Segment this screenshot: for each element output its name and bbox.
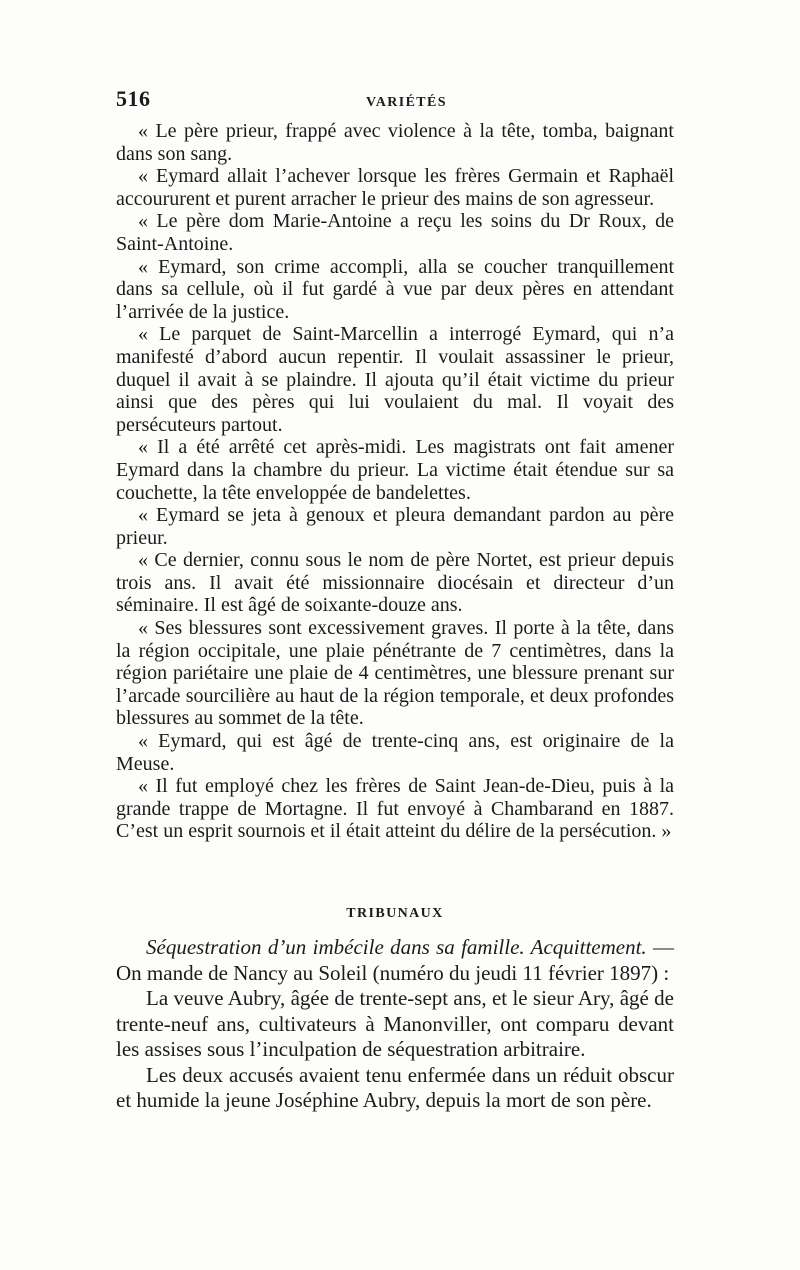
tribunaux-section (116, 935, 674, 1114)
paragraph: « Ses blessures sont excessivement graves. Il porte à la tête, dans la région occipitale, une plaie pénétrante de 7 centimètres, dans la région pariétaire une plaie de 4 centimètres, une blessure prenant sur l’arcade sourcilière au haut de la région temporale, et deux profondes blessures au sommet de la tête. (116, 617, 674, 730)
paragraph: « Eymard se jeta à genoux et pleura demandant pardon au père prieur. (116, 504, 674, 549)
paragraph: La veuve Aubry, âgée de trente-sept ans, et le sieur Ary, âgé de trente-neuf ans, cultivateurs à Manonviller, ont comparu devant les assises sous l’inculpation de séquestration arbitraire. (116, 986, 674, 1061)
article-body (116, 120, 674, 843)
case-dateline: — On mande de Nancy au Soleil (numéro du jeudi 11 février 1897) : (116, 935, 674, 985)
case-title: Séquestration d’un imbécile dans sa famille. Acquittement. (146, 935, 647, 959)
paragraph: « Eymard, qui est âgé de trente-cinq ans, est originaire de la Meuse. (116, 730, 674, 775)
paragraph: « Le père dom Marie-Antoine a reçu les soins du Dr Roux, de Saint-Antoine. (116, 210, 674, 255)
paragraph: « Il a été arrêté cet après-midi. Les magistrats ont fait amener Eymard dans la chambre du prieur. La victime était étendue sur sa couchette, la tête enveloppée de bandelettes. (116, 436, 674, 504)
paragraph: « Le parquet de Saint-Marcellin a interrogé Eymard, qui n’a manifesté d’abord aucun repentir. Il voulait assassiner le prieur, duquel il avait à se plaindre. Il ajouta qu’il était victime du prieur ainsi que des pères qui lui voulaient du mal. Il voyait des persécuteurs partout. (116, 323, 674, 436)
paragraph: « Ce dernier, connu sous le nom de père Nortet, est prieur depuis trois ans. Il avait été missionnaire diocésain et directeur d’un séminaire. Il est âgé de soixante-douze ans. (116, 549, 674, 617)
case-intro (116, 935, 674, 986)
running-head (116, 88, 676, 114)
page-number: 516 (116, 86, 151, 111)
paragraph: « Eymard allait l’achever lorsque les frères Germain et Raphaël accoururent et purent arracher le prieur des mains de son agresseur. (116, 165, 674, 210)
paragraph: « Il fut employé chez les frères de Saint Jean-de-Dieu, puis à la grande trappe de Mortagne. Il fut envoyé à Chambarand en 1887. C’est un esprit sournois et il était atteint du délire de la persécution. » (116, 775, 674, 843)
paragraph: « Eymard, son crime accompli, alla se coucher tranquillement dans sa cellule, où il fut gardé à vue par deux pères en attendant l’arrivée de la justice. (116, 255, 674, 323)
paragraph: Les deux accusés avaient tenu enfermée dans un réduit obscur et humide la jeune Joséphine Aubry, depuis la mort de son père. (116, 1062, 674, 1112)
paragraph: « Le père prieur, frappé avec violence à la tête, tomba, baignant dans son sang. (116, 120, 674, 165)
section-title: VARIÉTÉS (366, 95, 447, 110)
tribunaux-heading: TRIBUNAUX (346, 906, 444, 921)
